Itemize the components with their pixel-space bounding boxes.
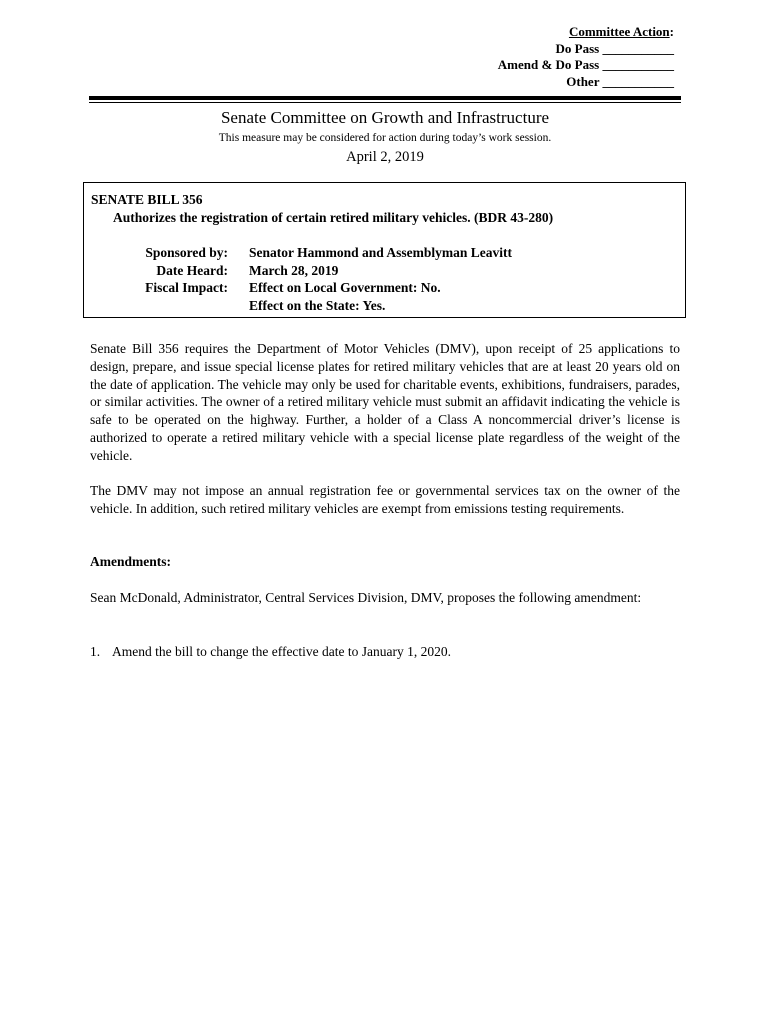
do-pass-line: [498, 41, 674, 58]
amendment-proposer-paragraph: Sean McDonald, Administrator, Central Services Division, DMV, proposes the following amendment:: [90, 590, 642, 605]
sponsored-by-label: Sponsored by:: [145, 245, 228, 260]
amendment-list-number: 1.: [90, 644, 101, 659]
do-pass-label: Do Pass: [555, 40, 600, 56]
sponsored-by-value: Senator Hammond and Assemblyman Leavitt: [249, 245, 513, 260]
date-heard-label: Date Heard:: [156, 262, 228, 278]
amend-do-pass-line: [498, 57, 674, 74]
meeting-date: April 2, 2019: [346, 149, 424, 165]
bill-summary: Authorizes the registration of certain retired military vehicles. (BDR 43-280): [113, 210, 554, 225]
bill-info-values: [249, 244, 512, 314]
bill-summary-box: [83, 182, 686, 318]
amendment-list-item: [90, 643, 680, 661]
bill-info-labels: [104, 244, 228, 297]
committee-action-block: [498, 24, 674, 90]
committee-action-title-line: [498, 24, 674, 41]
other-line: [498, 74, 674, 91]
date-heard-value: March 28, 2019: [249, 262, 339, 278]
amendments-heading: Amendments:: [90, 554, 171, 569]
amend-do-pass-label: Amend & Do Pass: [497, 57, 600, 72]
other-blank: ___________: [602, 73, 674, 89]
committee-action-title: Committee Action: [568, 24, 670, 39]
header-divider-thin: [89, 102, 681, 103]
fiscal-impact-label: Fiscal Impact:: [145, 280, 228, 295]
amendment-list-text: Amend the bill to change the effective date to January 1, 2020.: [112, 644, 452, 659]
do-pass-blank: ___________: [602, 40, 674, 56]
fiscal-state-value: Effect on the State: Yes.: [249, 297, 386, 313]
other-label: Other: [566, 73, 600, 89]
fiscal-local-value: Effect on Local Government: No.: [249, 280, 441, 295]
committee-action-colon: :: [669, 24, 674, 39]
committee-name: Senate Committee on Growth and Infrastructure: [220, 108, 550, 127]
summary-paragraph-1: Senate Bill 356 requires the Department of Motor Vehicles (DMV), upon receipt of 25 applications to design, prepare, and issue special license plates for retired military vehicles that are at least 20 years old on the date of application. The vehicle may only be used for charitable events, exhibitions, fundraisers, parades, or similar activities. The owner of a retired military vehicle must submit an affidavit indicating the vehicle is safe to be operated on the highway. Further, a holder of a Class A noncommercial driver’s license is authorized to operate a retired military vehicle with a special license plate regardless of the weight of the vehicle.: [90, 341, 680, 463]
header-divider-thick: [89, 96, 681, 100]
summary-paragraph-2: The DMV may not impose an annual registration fee or governmental services tax on the owner of the vehicle. In addition, such retired military vehicles are exempt from emissions testing requirements.: [90, 483, 680, 516]
work-session-notice: This measure may be considered for action during today’s work session.: [218, 132, 552, 144]
bill-number: SENATE BILL 356: [91, 192, 203, 207]
amend-do-pass-blank: ___________: [602, 57, 674, 72]
